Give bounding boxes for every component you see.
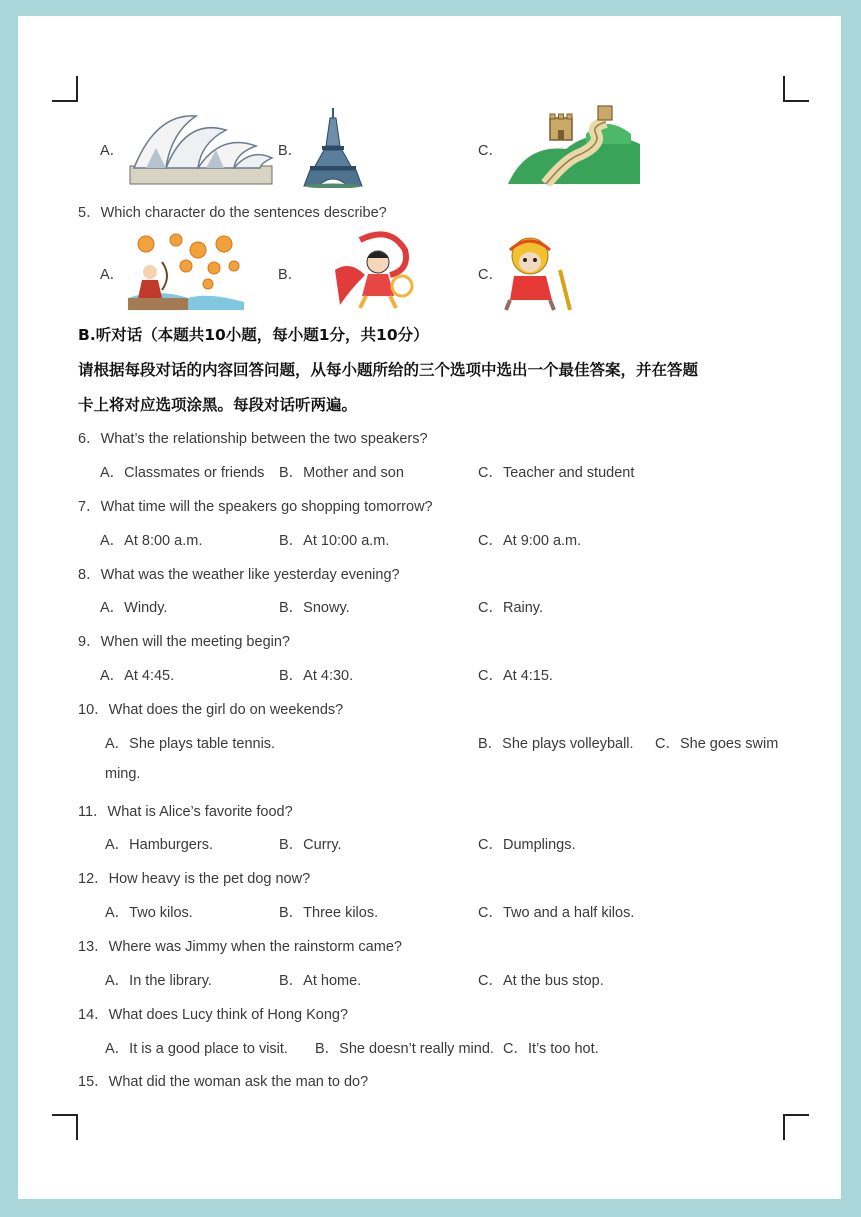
q5-option-b-label: B． [278, 267, 303, 283]
q4-option-c-label: C． [478, 143, 503, 159]
q12-option-a: A．Two kilos. [105, 905, 193, 921]
q5-option-a-label: A． [100, 267, 125, 283]
monkey-king-image [500, 230, 572, 312]
q8-option-c: C．Rainy. [478, 600, 543, 616]
question-5: 5．Which character do the sentences describe? [78, 205, 387, 221]
q13-option-c: C．At the bus stop. [478, 973, 604, 989]
q4-option-a-label: A． [100, 143, 125, 159]
section-b-instruction-line2: 卡上将对应选项涂黑。每段对话听两遍。 [78, 396, 358, 414]
q11-option-a: A．Hamburgers. [105, 837, 213, 853]
q11-option-c: C．Dumplings. [478, 837, 576, 853]
q14-option-c: C．It’s too hot. [503, 1041, 599, 1057]
question-7: 7．What time will the speakers go shopping tomorrow? [78, 499, 433, 515]
q5-option-c-label: C． [478, 267, 503, 283]
q6-option-b: B．Mother and son [279, 465, 404, 481]
q6-option-c: C．Teacher and student [478, 465, 635, 481]
question-14: 14．What does Lucy think of Hong Kong? [78, 1007, 349, 1023]
nezha-image [330, 230, 430, 312]
q8-option-a: A．Windy. [100, 600, 168, 616]
question-10: 10．What does the girl do on weekends? [78, 702, 344, 718]
q10-option-a: A．She plays table tennis. [105, 736, 276, 752]
q10-option-c-continued: ming. [105, 766, 141, 782]
q9-option-b: B．At 4:30. [279, 668, 354, 684]
question-13: 13．Where was Jimmy when the rainstorm came? [78, 939, 402, 955]
crop-mark-top-right [783, 76, 809, 102]
q7-option-a: A．At 8:00 a.m. [100, 533, 203, 549]
q11-option-b: B．Curry. [279, 837, 342, 853]
q14-option-b: B．She doesn’t really mind. [315, 1041, 494, 1057]
crop-mark-bottom-left [52, 1114, 78, 1140]
q6-option-a: A．Classmates or friends [100, 465, 265, 481]
q7-option-b: B．At 10:00 a.m. [279, 533, 390, 549]
hou-yi-shooting-suns-image [128, 232, 244, 310]
question-11: 11．What is Alice’s favorite food? [78, 804, 293, 820]
question-15: 15．What did the woman ask the man to do? [78, 1074, 369, 1090]
q10-option-b: B．She plays volleyball. [478, 736, 634, 752]
q12-option-b: B．Three kilos. [279, 905, 379, 921]
q9-option-c: C．At 4:15. [478, 668, 553, 684]
crop-mark-top-left [52, 76, 78, 102]
great-wall-image [506, 104, 642, 186]
section-b-title: B.听对话（本题共10小题，每小题1分，共10分） [78, 326, 429, 344]
q9-option-a: A．At 4:45. [100, 668, 175, 684]
q14-option-a: A．It is a good place to visit. [105, 1041, 288, 1057]
q13-option-b: B．At home. [279, 973, 362, 989]
question-9: 9．When will the meeting begin? [78, 634, 290, 650]
q12-option-c: C．Two and a half kilos. [478, 905, 635, 921]
question-8: 8．What was the weather like yesterday evening? [78, 567, 400, 583]
question-12: 12．How heavy is the pet dog now? [78, 871, 311, 887]
q4-option-b-label: B． [278, 143, 303, 159]
eiffel-tower-image [302, 106, 364, 188]
question-6: 6．What’s the relationship between the two speakers? [78, 431, 428, 447]
q8-option-b: B．Snowy. [279, 600, 350, 616]
q7-option-c: C．At 9:00 a.m. [478, 533, 582, 549]
q13-option-a: A．In the library. [105, 973, 212, 989]
sydney-opera-house-image [126, 108, 276, 188]
section-b-instruction-line1: 请根据每段对话的内容回答问题，从每小题所给的三个选项中选出一个最佳答案，并在答题 [78, 361, 699, 379]
crop-mark-bottom-right [783, 1114, 809, 1140]
q10-option-c: C．She goes swim [655, 736, 779, 752]
